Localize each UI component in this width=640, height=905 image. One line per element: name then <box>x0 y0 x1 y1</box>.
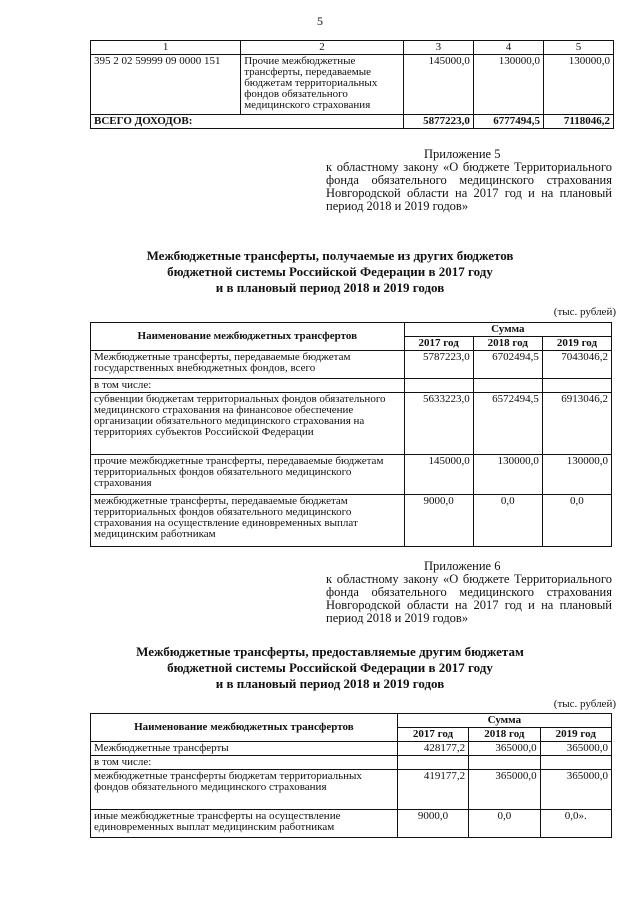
value-2018: 130000,0 <box>473 455 542 495</box>
title-line: и в плановый период 2018 и 2019 годов <box>215 676 445 691</box>
header-year: 2018 год <box>473 337 542 351</box>
appendix-5-title <box>60 248 600 296</box>
total-2017: 5877223,0 <box>403 115 473 129</box>
title-line: бюджетной системы Российской Федерации в 2017 году <box>167 264 493 279</box>
header-year: 2018 год <box>469 728 540 742</box>
value-2019: 7043046,2 <box>542 351 611 379</box>
appendix-6-text: к областному закону «О бюджете Территориального фонда обязательного медицинского страхования Новгородской области на 2017 год и на плановый период 2018 и 2019 годов» <box>326 572 612 625</box>
title-line: Межбюджетные трансферты, предоставляемые другим бюджетам <box>136 644 524 659</box>
table-row <box>91 55 614 115</box>
transfers-provided-table <box>90 713 612 838</box>
table-row <box>91 770 612 810</box>
value-2018: 6572494,5 <box>473 393 542 455</box>
value-2018: 0,0 <box>473 495 542 547</box>
column-numbers-row <box>91 41 614 55</box>
value-2017: 9000,0 <box>397 810 468 838</box>
table-row <box>91 742 612 756</box>
units-label: (тыс. рублей) <box>553 698 616 710</box>
header-sum: Сумма <box>404 323 611 337</box>
col-number: 5 <box>543 41 613 55</box>
row-name: в том числе: <box>91 379 405 393</box>
value-2017: 9000,0 <box>404 495 473 547</box>
value-2019: 0,0». <box>540 810 611 838</box>
value-2017: 5633223,0 <box>404 393 473 455</box>
value-2018: 365000,0 <box>469 770 540 810</box>
value-2019: 6913046,2 <box>542 393 611 455</box>
value-2018: 6702494,5 <box>473 351 542 379</box>
row-name: в том числе: <box>91 756 398 770</box>
col-number: 3 <box>403 41 473 55</box>
value-2017: 428177,2 <box>397 742 468 756</box>
value-2019: 130000,0 <box>542 455 611 495</box>
total-2018: 6777494,5 <box>473 115 543 129</box>
page-number: 5 <box>317 14 323 28</box>
col-number: 4 <box>473 41 543 55</box>
value-2019: 0,0 <box>542 495 611 547</box>
value-2019 <box>540 756 611 770</box>
table-row <box>91 495 612 547</box>
appendix-6-title <box>60 644 600 692</box>
row-name: прочие межбюджетные трансферты, передаваемые бюджетам территориальных фондов обязательного медицинского страхования <box>91 455 405 495</box>
header-row <box>91 714 612 728</box>
value-2018: 0,0 <box>469 810 540 838</box>
col-number: 1 <box>91 41 241 55</box>
table-row <box>91 756 612 770</box>
header-name: Наименование межбюджетных трансфертов <box>91 714 398 742</box>
value-2019: 365000,0 <box>540 742 611 756</box>
header-row <box>91 323 612 337</box>
col-number: 2 <box>241 41 404 55</box>
total-2019: 7118046,2 <box>543 115 613 129</box>
value-2018 <box>473 379 542 393</box>
title-line: бюджетной системы Российской Федерации в 2017 году <box>167 660 493 675</box>
header-sum: Сумма <box>397 714 611 728</box>
row-name: межбюджетные трансферты бюджетам территориальных фондов обязательного медицинского страхования <box>91 770 398 810</box>
total-row <box>91 115 614 129</box>
value-2018 <box>469 756 540 770</box>
value-2019: 365000,0 <box>540 770 611 810</box>
row-name: субвенции бюджетам территориальных фондов обязательного медицинского страхования на финансовое обеспечение организации обязательного медицинского страхования на территориях субъектов Российской Федерации <box>91 393 405 455</box>
header-year: 2017 год <box>397 728 468 742</box>
value-2018: 365000,0 <box>469 742 540 756</box>
total-label: ВСЕГО ДОХОДОВ: <box>91 115 404 129</box>
header-year: 2019 год <box>542 337 611 351</box>
row-name: иные межбюджетные трансферты на осуществление единовременных выплат медицинским работникам <box>91 810 398 838</box>
value-2019 <box>542 379 611 393</box>
transfers-received-table <box>90 322 612 547</box>
header-year: 2019 год <box>540 728 611 742</box>
value-2019: 130000,0 <box>543 55 613 115</box>
value-2017: 145000,0 <box>403 55 473 115</box>
value-2017: 145000,0 <box>404 455 473 495</box>
appendix-5-note <box>326 148 612 213</box>
units-label: (тыс. рублей) <box>553 306 616 318</box>
header-year: 2017 год <box>404 337 473 351</box>
row-name: Межбюджетные трансферты, передаваемые бюджетам государственных внебюджетных фондов, всего <box>91 351 405 379</box>
header-name: Наименование межбюджетных трансфертов <box>91 323 405 351</box>
table-row <box>91 393 612 455</box>
income-table <box>90 40 614 129</box>
title-line: и в плановый период 2018 и 2019 годов <box>215 280 445 295</box>
value-2017: 5787223,0 <box>404 351 473 379</box>
row-name: Межбюджетные трансферты <box>91 742 398 756</box>
table-row <box>91 455 612 495</box>
row-name: межбюджетные трансферты, передаваемые бюджетам территориальных фондов обязательного медицинского страхования на осуществление единовременных выплат медицинским работникам <box>91 495 405 547</box>
title-line: Межбюджетные трансферты, получаемые из других бюджетов <box>146 248 514 263</box>
table-row <box>91 351 612 379</box>
appendix-5-text: к областному закону «О бюджете Территориального фонда обязательного медицинского страхования Новгородской области на 2017 год и на плановый период 2018 и 2019 годов» <box>326 160 612 213</box>
table-row <box>91 379 612 393</box>
value-2017 <box>397 756 468 770</box>
value-2017: 419177,2 <box>397 770 468 810</box>
value-2017 <box>404 379 473 393</box>
row-name: Прочие межбюджетные трансферты, передаваемые бюджетам территориальных фондов обязательного медицинского страхования <box>241 55 404 115</box>
appendix-6-note <box>326 560 612 625</box>
value-2018: 130000,0 <box>473 55 543 115</box>
appendix-6-heading: Приложение 6 <box>424 559 501 573</box>
budget-code: 395 2 02 59999 09 0000 151 <box>91 55 241 115</box>
appendix-5-heading: Приложение 5 <box>424 147 501 161</box>
table-row <box>91 810 612 838</box>
